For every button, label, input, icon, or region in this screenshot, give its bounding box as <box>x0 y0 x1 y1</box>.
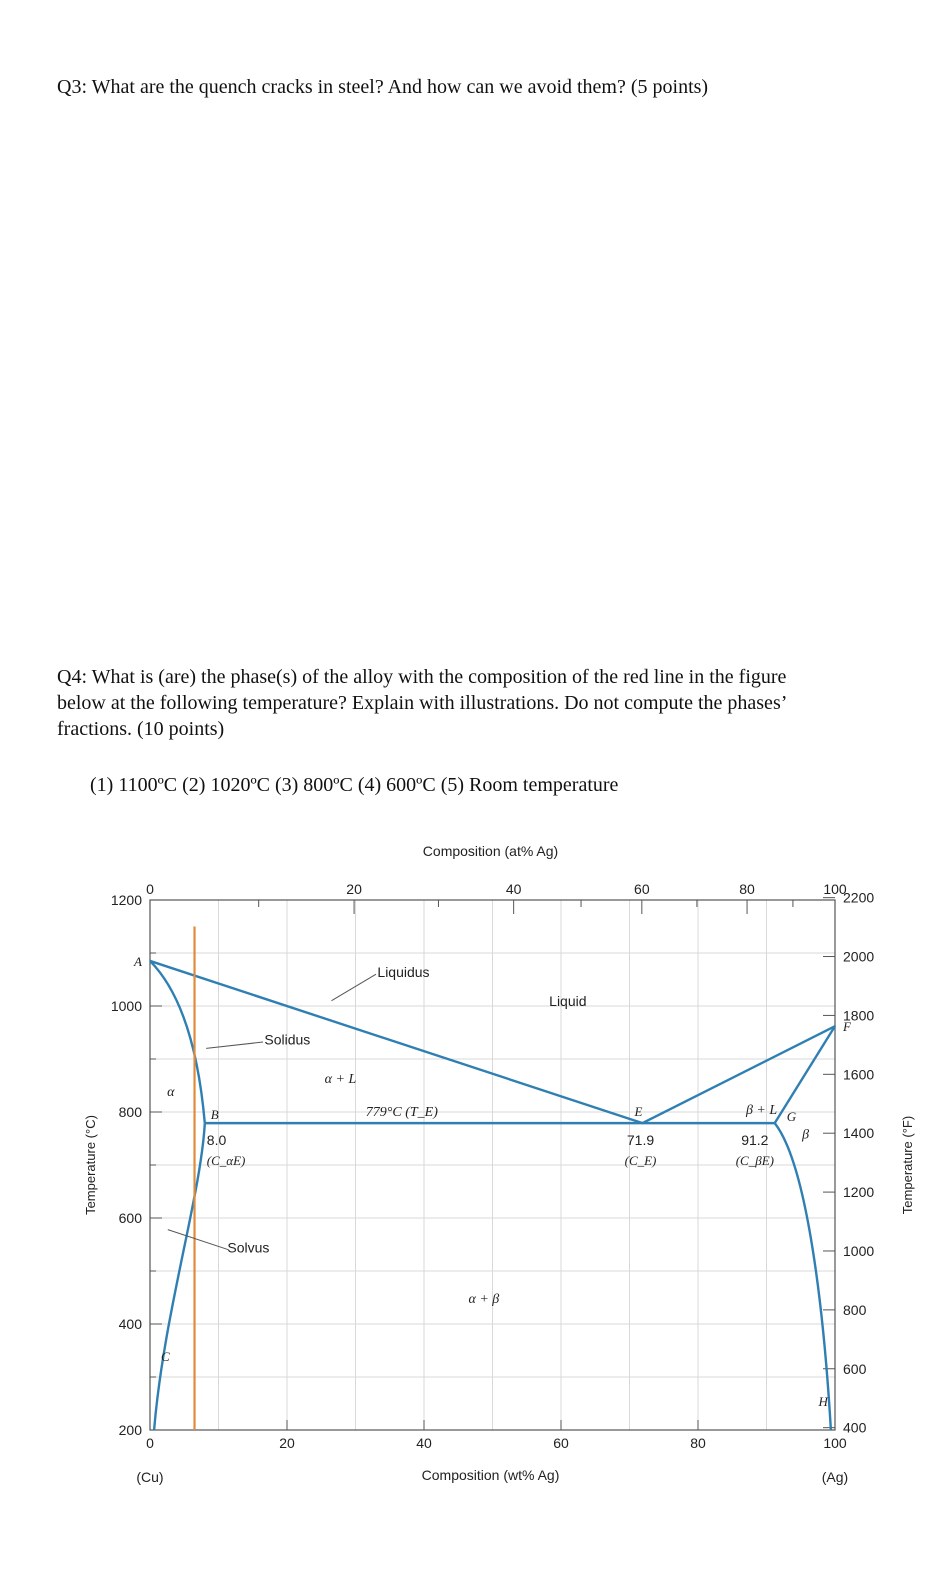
cae-sub-label: (C_αE) <box>206 1153 246 1169</box>
question-4-line-3: fractions. (10 points) <box>57 718 225 740</box>
left-tick-label: 200 <box>118 1422 142 1438</box>
phase-diagram <box>0 830 945 1510</box>
right-tick-label: 2000 <box>843 948 875 965</box>
top-tick-label: 20 <box>346 881 362 897</box>
right-tick-label: 800 <box>843 1301 867 1318</box>
bottom-tick-label: 80 <box>690 1435 706 1451</box>
solidus-callout-line <box>206 1042 263 1048</box>
point-C-label: C <box>160 1349 170 1365</box>
beta-region-label: β <box>802 1127 810 1143</box>
point-H-label: H <box>818 1394 828 1410</box>
eutectic-temperature-label: 779°C (T_E) <box>365 1105 438 1121</box>
left-tick-label: 400 <box>118 1316 142 1332</box>
right-tick-label: 1000 <box>843 1242 875 1259</box>
point-G-label: G <box>786 1109 797 1125</box>
solvus-callout-line <box>168 1230 229 1250</box>
cbe-value: 91.2 <box>741 1132 769 1149</box>
question-4 <box>57 664 917 742</box>
ce-value: 71.9 <box>626 1132 655 1149</box>
left-tick-label: 800 <box>118 1104 142 1120</box>
top-tick-label: 0 <box>146 881 154 897</box>
question-4-line-1: Q4: What is (are) the phase(s) of the alloy with the composition of the red line in the figure <box>57 666 787 688</box>
temperature-list: (1) 1100ºC (2) 1020ºC (3) 800ºC (4) 600ºC (5) Room temperature <box>90 774 619 796</box>
point-B-label: B <box>210 1107 219 1123</box>
cae-value: 8.0 <box>206 1132 227 1149</box>
right-axis-title: Temperature (°F) <box>900 1115 915 1215</box>
top-tick-label: 40 <box>505 881 522 897</box>
solidus-label: Solidus <box>264 1031 311 1048</box>
bottom-axis-title: Composition (wt% Ag) <box>421 1467 560 1483</box>
ce-sub-label: (C_E) <box>624 1153 657 1169</box>
alpha-region-label: α <box>167 1085 175 1101</box>
right-tick-label: 600 <box>843 1360 867 1377</box>
liquid-region-label: Liquid <box>549 993 587 1009</box>
alpha-solvus-line <box>154 1123 205 1430</box>
cu-label: (Cu) <box>136 1469 164 1485</box>
bottom-tick-label: 40 <box>416 1435 432 1451</box>
point-A-label: A <box>134 953 142 969</box>
beta-solvus-line <box>775 1123 831 1430</box>
right-tick-label: 400 <box>843 1419 867 1436</box>
bottom-tick-label: 100 <box>823 1435 847 1451</box>
left-tick-label: 600 <box>118 1210 142 1226</box>
alpha-solidus-line <box>150 961 205 1123</box>
question-3: Q3: What are the quench cracks in steel? And how can we avoid them? (5 points) <box>57 76 709 98</box>
left-axis-title: Temperature (°C) <box>83 1115 98 1215</box>
left-tick-label: 1000 <box>110 998 142 1014</box>
alpha-beta-region-label: α + β <box>468 1291 500 1307</box>
cbe-sub-label: (C_βE) <box>735 1153 774 1169</box>
liquidus-callout-line <box>332 974 377 1001</box>
chart-labels <box>83 843 915 1485</box>
top-axis-title: Composition (at% Ag) <box>422 843 559 859</box>
right-tick-label: 1400 <box>843 1125 875 1142</box>
question-4-line-2: below at the following temperature? Explain with illustrations. Do not compute the phases’ <box>57 692 788 714</box>
point-F-label: F <box>843 1019 851 1035</box>
top-tick-label: 60 <box>634 881 650 897</box>
liquidus-label: Liquidus <box>377 963 430 980</box>
right-tick-label: 2200 <box>843 889 875 906</box>
bottom-tick-label: 0 <box>146 1435 154 1451</box>
right-tick-label: 1800 <box>843 1007 875 1024</box>
solvus-label: Solvus <box>227 1239 270 1256</box>
beta-liquid-region-label: β + L <box>745 1103 778 1119</box>
top-tick-label: 80 <box>739 881 755 897</box>
right-tick-label: 1600 <box>843 1066 875 1083</box>
bottom-tick-label: 60 <box>553 1435 569 1451</box>
grid <box>150 900 835 1430</box>
alpha-liquid-region-label: α + L <box>324 1071 357 1087</box>
point-E-label: E <box>634 1104 643 1120</box>
bottom-tick-label: 20 <box>279 1435 295 1451</box>
top-tick-label: 100 <box>823 881 847 897</box>
left-tick-label: 1200 <box>110 892 142 908</box>
right-tick-label: 1200 <box>843 1184 875 1201</box>
ag-label: (Ag) <box>821 1469 849 1485</box>
